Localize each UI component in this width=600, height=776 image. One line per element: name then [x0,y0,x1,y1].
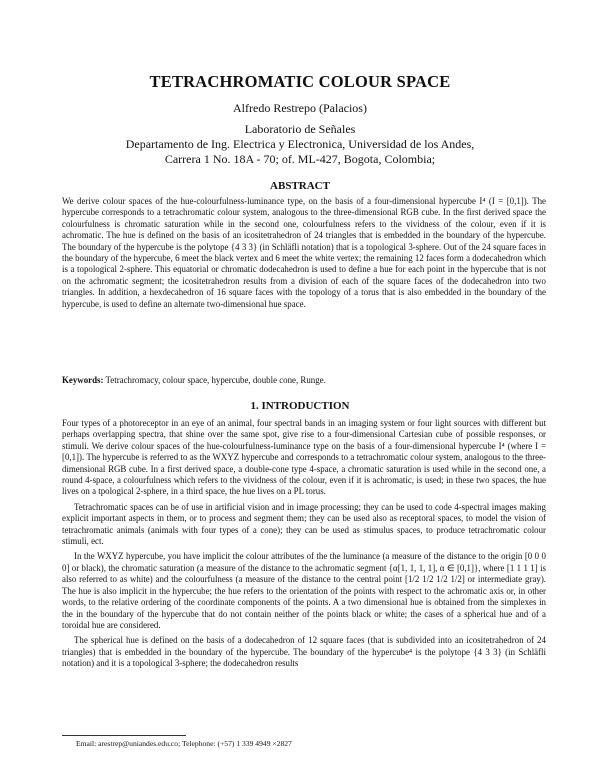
footnote-contact: Email: arestrep@uniandes.edu.co; Telephone: (+57) 1 339 4949 ×2827 [76,739,292,748]
affiliation [0,122,600,167]
intro-paragraph: The spherical hue is defined on the basis of a dodecahedron of 12 square faces (that is subdivided into an icositetrahedron of 24 triangles) that is embedded in the boundary of the hypercube. The boundary of the hypercube⁴ is the polytope {4 3 3} (in Schläfli notation) and it is a topological 3-sphere; the dodecahedron results [62,635,546,669]
intro-paragraph: Four types of a photoreceptor in an eye of an animal, four spectral bands in an imaging system or four light sources with different but perhaps overlapping spectra, that shine over the same spot, give rise to a four-dimensional Cartesian cube of possible responses, or stimuli. We derive colour spaces of the hue-colourfulness-luminance type on the basis of a four-dimensional hypercube I⁴ (where I = [0,1]). The hypercube is referred to as the WXYZ hypercube and corresponds to a tetrachromatic colour system, analogous to the three-dimensional RGB cube. In a first derived space, a double-cone type 4-space, a chromatic saturation is used while in the second one, a round 4-space, a colourfulness which refers to the vividness of the colour, even if it is achromatic, is used; in these two spaces, the hue lives on a tpological 2-sphere, in a third space, the hue lives on a PL torus. [62,418,546,497]
introduction-body [62,418,546,674]
abstract-text: We derive colour spaces of the hue-colourfulness-luminance type, on the basis of a four-dimensional hypercube I⁴ (I = [0,1]). The hypercube corresponds to a tetrachromatic colour system, analogous to the three-dimensional RGB cube. In the first derived space the colourfulness is chromatic saturation while in the second one, colourfulness refers to the vividness of the colour, even if it is achromatic. The hue is defined on the basis of an icositetrahedron of 24 triangles that is embedded in the boundary of the hypercube. The boundary of the hypercube is the polytope {4 3 3} (in Schläfli notation) that is a topological 3-sphere. Out of the 24 square faces in the boundary of the hypercube, 6 meet the black vertex and 6 meet the white vertex; the remaining 12 faces form a dodecahedron which is a topological 2-sphere. This equatorial or chromatic dodecahedron is used to define a hue for each point in the hypercube that is not on the achromatic segment; the icositetrahedron results from a division of each of the square faces of the dodecahedron into two triangles. In addition, a hexdecahedron of 16 square faces with the topology of a torus that is also embedded in the boundary of the hypercube, is used to define an alternate two-dimensional hue space. [62,196,546,309]
footnote-divider [62,735,186,736]
author-name: Alfredo Restrepo (Palacios) [233,101,367,115]
abstract-heading: ABSTRACT [270,180,330,192]
affiliation-line: Carrera 1 No. 18A - 70; of. ML-427, Bogota, Colombia; [164,152,436,166]
intro-paragraph: Tetrachromatic spaces can be of use in artificial vision and in image processing; they can be used to code 4-spectral images making explicit important aspects in them, or to process and segment them; they can be used also as receptoral spaces, to model the vision of tetrachromatic animals (animals with four types of a cone); they can be used as stimulus spaces, to produce tetrachromatic colour stimuli, ect. [62,501,546,547]
keywords-list: Tetrachromacy, colour space, hypercube, double cone, Runge. [105,375,326,385]
keywords [62,375,546,386]
intro-paragraph: In the WXYZ hypercube, you have implicit the colour attributes of the the luminance (a measure of the distance to the origin [0 0 0 0] or black), the chromatic saturation (a measure of the distance to the achromatic segment {α[1, 1, 1, 1], α ∈ [0,1]}, where [1 1 1 1] is also referred to as white) and the colourfulness (a measure of the distance to the central point [1/2 1/2 1/2 1/2] or intermediate gray). The hue is also implicit in the hypercube; the hue refers to the orientation of the points with respect to the achromatic axis or, in other words, to the relative ordering of the coordinate components of the points. A a two dimensional hue is obtained from the simplexes in the in the boundary of the hypercube that do not contain neither of the points black or white; the cases of a spherical hue and of a toroidal hue are considered. [62,551,546,630]
affiliation-line: Departamento de Ing. Electrica y Electronica, Universidad de los Andes, [125,137,475,151]
section-heading-introduction: 1. INTRODUCTION [250,400,350,412]
affiliation-line: Laboratorio de Señales [244,122,356,136]
paper-title: TETRACHROMATIC COLOUR SPACE [149,72,451,91]
keywords-label: Keywords: [62,375,104,385]
